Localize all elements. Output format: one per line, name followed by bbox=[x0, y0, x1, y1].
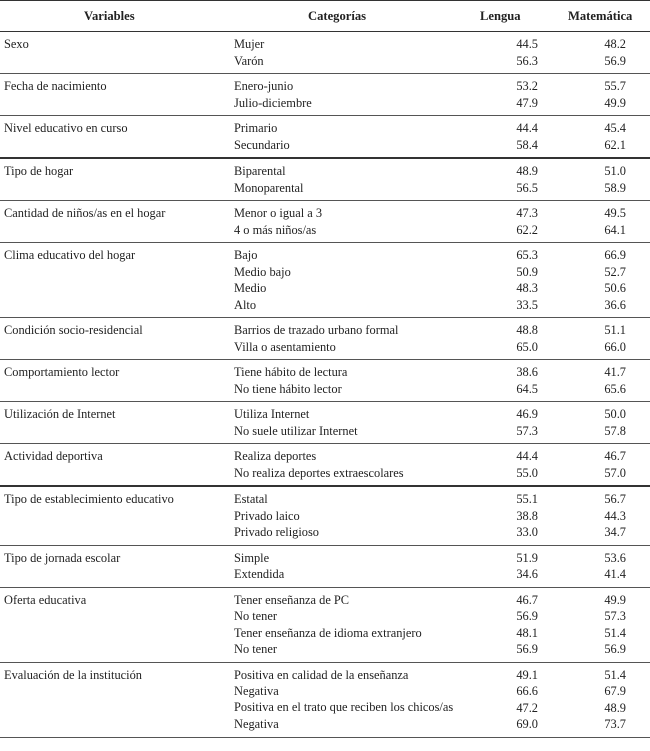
lengua-value: 34.6 bbox=[478, 566, 564, 587]
variable-cell-empty bbox=[0, 625, 230, 642]
header-variables: Variables bbox=[0, 1, 230, 32]
matematica-value: 55.7 bbox=[604, 79, 626, 93]
lengua-value: 57.3 bbox=[478, 423, 564, 444]
variable-cell: Tipo de jornada escolar bbox=[4, 550, 121, 565]
lengua-value: 56.9 bbox=[478, 641, 564, 662]
variable-cell-empty bbox=[0, 280, 230, 297]
table-row bbox=[0, 700, 650, 717]
category-cell: Julio-diciembre bbox=[230, 95, 478, 116]
table-row bbox=[0, 53, 650, 74]
table-row bbox=[0, 318, 650, 339]
lengua-value: 38.6 bbox=[516, 365, 538, 379]
table-row bbox=[0, 74, 650, 95]
variable-cell-empty bbox=[0, 264, 230, 281]
lengua-value: 48.9 bbox=[516, 164, 538, 178]
category-cell: Realiza deportes bbox=[234, 449, 317, 463]
lengua-value: 44.4 bbox=[516, 121, 538, 135]
category-cell: No tiene hábito lector bbox=[230, 381, 478, 402]
variable-cell: Evaluación de la institución bbox=[4, 667, 142, 682]
table-row bbox=[0, 381, 650, 402]
lengua-value: 50.9 bbox=[516, 264, 538, 279]
variable-cell-empty bbox=[0, 465, 230, 487]
variable-cell-empty bbox=[0, 339, 230, 360]
category-cell: 4 o más niños/as bbox=[230, 222, 478, 243]
variable-cell: Fecha de nacimiento bbox=[4, 79, 107, 93]
category-cell: Monoparental bbox=[230, 180, 478, 201]
table-row bbox=[0, 662, 650, 683]
table-row bbox=[0, 32, 650, 53]
category-cell: Enero-junio bbox=[234, 79, 294, 93]
lengua-value: 64.5 bbox=[478, 381, 564, 402]
table-row bbox=[0, 683, 650, 700]
table-row bbox=[0, 116, 650, 137]
matematica-value: 44.3 bbox=[604, 508, 626, 523]
variable-cell-empty bbox=[0, 508, 230, 525]
category-cell: Privado religioso bbox=[230, 524, 478, 545]
category-cell: Bajo bbox=[234, 248, 258, 262]
table-row bbox=[0, 95, 650, 116]
variable-cell: Tipo de establecimiento educativo bbox=[4, 492, 174, 506]
lengua-value: 66.6 bbox=[516, 684, 538, 698]
category-cell: Extendida bbox=[230, 566, 478, 587]
matematica-value: 48.2 bbox=[604, 37, 626, 51]
category-cell: Estatal bbox=[234, 492, 268, 506]
matematica-value: 51.1 bbox=[604, 323, 626, 337]
variable-cell: Oferta educativa bbox=[4, 592, 87, 607]
matematica-value: 52.7 bbox=[604, 264, 626, 279]
matematica-value: 49.5 bbox=[604, 206, 626, 220]
lengua-value: 53.2 bbox=[516, 79, 538, 93]
variable-cell-empty bbox=[0, 608, 230, 625]
table-row bbox=[0, 608, 650, 625]
variable-cell-empty bbox=[0, 95, 230, 116]
table-row bbox=[0, 137, 650, 159]
variable-cell: Utilización de Internet bbox=[4, 407, 116, 421]
variable-cell: Sexo bbox=[4, 37, 29, 51]
matematica-value: 45.4 bbox=[604, 121, 626, 135]
lengua-value: 46.7 bbox=[516, 592, 538, 607]
table-row bbox=[0, 423, 650, 444]
variable-cell-empty bbox=[0, 683, 230, 700]
lengua-value: 51.9 bbox=[516, 550, 538, 565]
table-row bbox=[0, 625, 650, 642]
table-row bbox=[0, 280, 650, 297]
category-cell: Mujer bbox=[234, 37, 265, 51]
lengua-value: 48.3 bbox=[516, 281, 538, 295]
variable-cell: Tipo de hogar bbox=[4, 164, 74, 178]
category-cell: Barrios de trazado urbano formal bbox=[234, 323, 399, 337]
category-cell: Tener enseñanza de PC bbox=[234, 592, 350, 607]
matematica-value: 62.1 bbox=[564, 137, 650, 159]
lengua-value: 48.8 bbox=[516, 323, 538, 337]
table-row bbox=[0, 465, 650, 487]
matematica-value: 36.6 bbox=[564, 297, 650, 318]
variable-cell-empty bbox=[0, 641, 230, 662]
category-cell: Menor o igual a 3 bbox=[234, 206, 323, 220]
table-row bbox=[0, 360, 650, 381]
variable-cell-empty bbox=[0, 700, 230, 717]
table-row bbox=[0, 587, 650, 608]
matematica-value: 41.7 bbox=[604, 365, 626, 379]
category-cell: No tener bbox=[230, 641, 478, 662]
category-cell: Varón bbox=[230, 53, 478, 74]
matematica-value: 57.3 bbox=[604, 609, 626, 623]
variable-cell-empty bbox=[0, 524, 230, 545]
lengua-value: 65.0 bbox=[478, 339, 564, 360]
variable-cell-empty bbox=[0, 716, 230, 737]
matematica-value: 56.7 bbox=[604, 492, 626, 506]
matematica-value: 49.9 bbox=[564, 95, 650, 116]
table-row bbox=[0, 222, 650, 243]
matematica-value: 56.9 bbox=[564, 53, 650, 74]
matematica-value: 46.7 bbox=[604, 449, 626, 463]
category-cell: Simple bbox=[234, 550, 270, 565]
table-row bbox=[0, 180, 650, 201]
table-row bbox=[0, 524, 650, 545]
category-cell: Privado laico bbox=[234, 508, 300, 523]
category-cell: Positiva en calidad de la enseñanza bbox=[234, 667, 409, 682]
category-cell: Tiene hábito de lectura bbox=[234, 365, 348, 379]
matematica-value: 56.9 bbox=[564, 641, 650, 662]
category-cell: Alto bbox=[230, 297, 478, 318]
table-header bbox=[0, 1, 650, 32]
lengua-value: 48.1 bbox=[516, 625, 538, 640]
table-row bbox=[0, 545, 650, 566]
category-cell: Utiliza Internet bbox=[234, 407, 310, 421]
table-row bbox=[0, 486, 650, 508]
variable-cell: Actividad deportiva bbox=[4, 449, 103, 463]
table-row bbox=[0, 641, 650, 662]
lengua-value: 55.0 bbox=[478, 465, 564, 487]
matematica-value: 65.6 bbox=[564, 381, 650, 402]
category-cell: No suele utilizar Internet bbox=[230, 423, 478, 444]
category-cell: Primario bbox=[234, 121, 278, 135]
matematica-value: 66.0 bbox=[564, 339, 650, 360]
matematica-value: 67.9 bbox=[604, 684, 626, 698]
lengua-value: 33.0 bbox=[478, 524, 564, 545]
lengua-value: 47.3 bbox=[516, 206, 538, 220]
lengua-value: 56.5 bbox=[478, 180, 564, 201]
matematica-value: 58.9 bbox=[564, 180, 650, 201]
matematica-value: 53.6 bbox=[604, 550, 626, 565]
category-cell: Negativa bbox=[230, 716, 478, 737]
table-row bbox=[0, 201, 650, 222]
category-cell: Medio bbox=[234, 281, 267, 295]
table-row bbox=[0, 297, 650, 318]
variable-cell: Cantidad de niños/as en el hogar bbox=[4, 206, 166, 220]
table-row bbox=[0, 243, 650, 264]
matematica-value: 49.9 bbox=[604, 592, 626, 607]
category-cell: Villa o asentamiento bbox=[230, 339, 478, 360]
matematica-value: 51.0 bbox=[604, 164, 626, 178]
variable-cell: Comportamiento lector bbox=[4, 365, 120, 379]
table-row bbox=[0, 444, 650, 465]
matematica-value: 51.4 bbox=[604, 667, 626, 682]
lengua-value: 65.3 bbox=[516, 248, 538, 262]
variable-cell-empty bbox=[0, 566, 230, 587]
header-lengua: Lengua bbox=[478, 1, 564, 32]
category-cell: Secundario bbox=[230, 137, 478, 159]
category-cell: No realiza deportes extraescolares bbox=[230, 465, 478, 487]
variable-cell-empty bbox=[0, 137, 230, 159]
matematica-value: 73.7 bbox=[564, 716, 650, 737]
matematica-value: 48.9 bbox=[604, 700, 626, 715]
lengua-value: 38.8 bbox=[516, 508, 538, 523]
matematica-value: 50.0 bbox=[604, 407, 626, 421]
lengua-value: 47.2 bbox=[516, 700, 538, 715]
matematica-value: 64.1 bbox=[564, 222, 650, 243]
matematica-value: 50.6 bbox=[604, 281, 626, 295]
lengua-value: 55.1 bbox=[516, 492, 538, 506]
category-cell: Positiva en el trato que reciben los chicos/as bbox=[234, 699, 454, 714]
lengua-value: 62.2 bbox=[478, 222, 564, 243]
matematica-value: 57.8 bbox=[564, 423, 650, 444]
lengua-value: 56.3 bbox=[478, 53, 564, 74]
table-body bbox=[0, 32, 650, 738]
category-cell: No tener bbox=[234, 609, 278, 623]
variable-cell-empty bbox=[0, 180, 230, 201]
table-row bbox=[0, 264, 650, 281]
matematica-value: 51.4 bbox=[604, 625, 626, 640]
header-matematica: Matemática bbox=[564, 1, 650, 32]
matematica-value: 34.7 bbox=[564, 524, 650, 545]
table-row bbox=[0, 339, 650, 360]
matematica-value: 41.4 bbox=[564, 566, 650, 587]
table-row bbox=[0, 716, 650, 737]
variable-cell-empty bbox=[0, 297, 230, 318]
lengua-value: 33.5 bbox=[478, 297, 564, 318]
category-cell: Negativa bbox=[234, 684, 279, 698]
table-row bbox=[0, 402, 650, 423]
table-row bbox=[0, 566, 650, 587]
matematica-value: 66.9 bbox=[604, 248, 626, 262]
lengua-value: 46.9 bbox=[516, 407, 538, 421]
header-categorias: Categorías bbox=[230, 1, 478, 32]
variable-cell: Condición socio-residencial bbox=[4, 323, 143, 337]
matematica-value: 57.0 bbox=[564, 465, 650, 487]
lengua-value: 44.4 bbox=[516, 449, 538, 463]
variable-cell: Nivel educativo en curso bbox=[4, 121, 128, 135]
lengua-value: 56.9 bbox=[516, 609, 538, 623]
lengua-value: 49.1 bbox=[516, 667, 538, 682]
lengua-value: 69.0 bbox=[478, 716, 564, 737]
variable-cell-empty bbox=[0, 381, 230, 402]
lengua-value: 58.4 bbox=[478, 137, 564, 159]
lengua-value: 44.5 bbox=[516, 37, 538, 51]
category-cell: Biparental bbox=[234, 164, 286, 178]
variable-cell-empty bbox=[0, 423, 230, 444]
variable-cell-empty bbox=[0, 53, 230, 74]
lengua-value: 47.9 bbox=[478, 95, 564, 116]
category-cell: Tener enseñanza de idioma extranjero bbox=[234, 625, 422, 640]
table-row bbox=[0, 508, 650, 525]
variable-cell-empty bbox=[0, 222, 230, 243]
variable-cell: Clima educativo del hogar bbox=[4, 248, 136, 262]
category-cell: Medio bajo bbox=[234, 264, 291, 279]
table-row bbox=[0, 158, 650, 180]
